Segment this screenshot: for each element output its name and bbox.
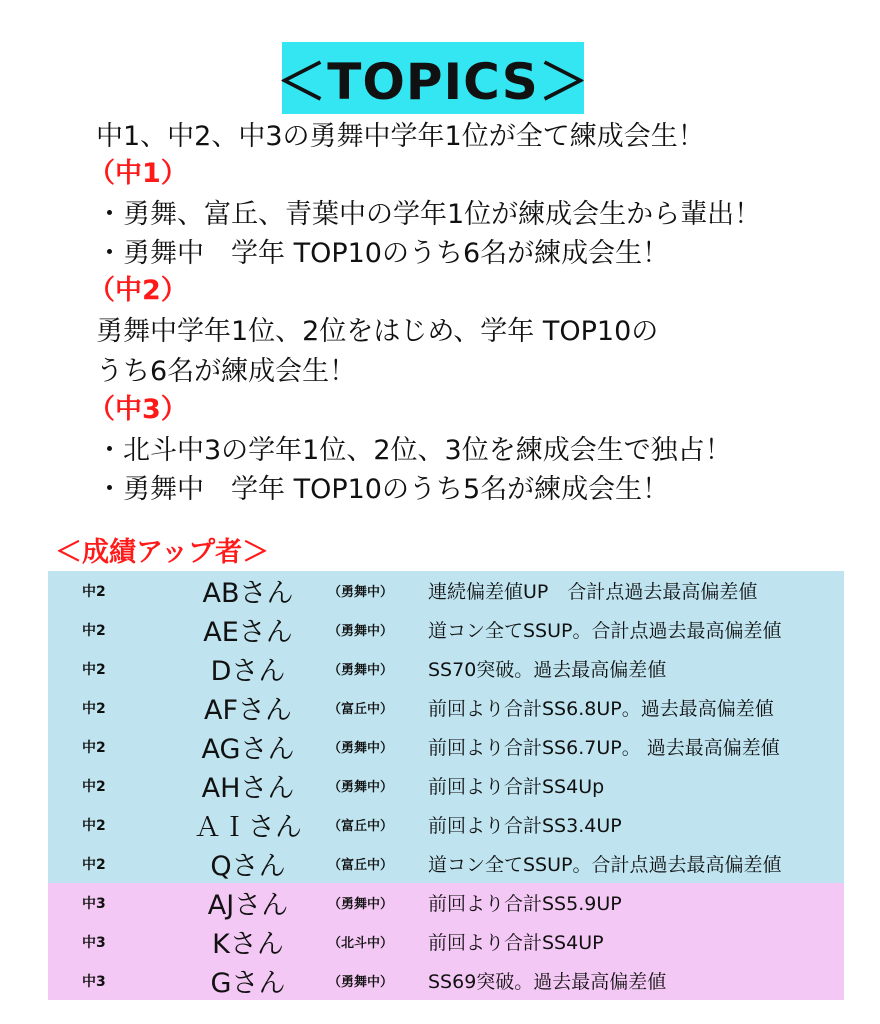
table-row — [48, 610, 844, 649]
topics-title: ＜TOPICS＞ — [276, 53, 590, 111]
note-cell: 連続偏差値UP 合計点過去最高偏差値 — [428, 581, 758, 603]
grade-cell: 中3 — [82, 934, 106, 951]
grade3-heading: （中3） — [88, 394, 188, 425]
school-cell: （勇舞中） — [328, 663, 394, 678]
grade-cell: 中2 — [82, 583, 106, 600]
table-row — [48, 844, 844, 883]
table-row — [48, 571, 844, 610]
note-cell: 道コン全てSSUP。合計点過去最高偏差値 — [428, 854, 782, 876]
topic-line: 勇舞中学年1位、2位をはじめ、学年 TOP10の — [96, 316, 659, 347]
table-row — [48, 922, 844, 961]
table-row — [48, 805, 844, 844]
table-row — [48, 727, 844, 766]
improvers-table — [48, 571, 844, 1000]
school-cell: （富丘中） — [328, 702, 394, 717]
student-name: AHさん — [201, 773, 295, 804]
topic-line: うち6名が練成会生！ — [96, 356, 357, 387]
grade-cell: 中2 — [82, 622, 106, 639]
student-name: AJさん — [207, 890, 289, 921]
student-name: Gさん — [210, 968, 286, 999]
grade-cell: 中2 — [82, 778, 106, 795]
grade2-heading: （中2） — [88, 275, 188, 306]
student-name: AFさん — [203, 695, 292, 726]
student-name: Dさん — [210, 656, 286, 687]
note-cell: 前回より合計SS6.7UP。 過去最高偏差値 — [428, 737, 780, 759]
topic-line: 中1、中2、中3の勇舞中学年1位が全て練成会生！ — [96, 121, 705, 152]
note-cell: SS69突破。過去最高偏差値 — [428, 971, 667, 993]
school-cell: （勇舞中） — [328, 741, 394, 756]
grade-cell: 中2 — [82, 817, 106, 834]
student-name: AEさん — [203, 617, 293, 648]
student-name: ABさん — [202, 578, 294, 609]
school-cell: （勇舞中） — [328, 780, 394, 795]
topic-line: ・勇舞中 学年 TOP10のうち5名が練成会生！ — [96, 474, 670, 505]
table-row — [48, 649, 844, 688]
grade-cell: 中2 — [82, 739, 106, 756]
note-cell: SS70突破。過去最高偏差値 — [428, 659, 667, 681]
school-cell: （勇舞中） — [328, 897, 394, 912]
grade-cell: 中2 — [82, 700, 106, 717]
note-cell: 前回より合計SS6.8UP。過去最高偏差値 — [428, 698, 774, 720]
note-cell: 道コン全てSSUP。合計点過去最高偏差値 — [428, 620, 782, 642]
school-cell: （北斗中） — [328, 936, 394, 951]
table-row — [48, 688, 844, 727]
grade-cell: 中3 — [82, 895, 106, 912]
student-name: AGさん — [201, 734, 295, 765]
grade1-heading: （中1） — [88, 158, 188, 189]
student-name: Kさん — [212, 929, 284, 960]
grade-cell: 中2 — [82, 856, 106, 873]
topic-line: ・勇舞、富丘、青葉中の学年1位が練成会生から輩出！ — [96, 199, 762, 230]
topic-line: ・北斗中3の学年1位、2位、3位を練成会生で独占！ — [96, 435, 732, 466]
student-name: Qさん — [210, 851, 286, 882]
note-cell: 前回より合計SS4UP — [428, 932, 604, 954]
school-cell: （勇舞中） — [328, 585, 394, 600]
table-row — [48, 883, 844, 922]
note-cell: 前回より合計SS5.9UP — [428, 893, 622, 915]
topic-line: ・勇舞中 学年 TOP10のうち6名が練成会生！ — [96, 238, 670, 269]
grade-cell: 中2 — [82, 661, 106, 678]
school-cell: （勇舞中） — [328, 975, 394, 990]
table-row — [48, 961, 844, 1000]
student-name: ＡＩさん — [194, 812, 302, 843]
note-cell: 前回より合計SS4Up — [428, 776, 605, 798]
topics-banner — [276, 42, 590, 114]
improvers-heading: ＜成績アップ者＞ — [55, 537, 270, 568]
grade-cell: 中3 — [82, 973, 106, 990]
school-cell: （勇舞中） — [328, 624, 394, 639]
school-cell: （富丘中） — [328, 819, 394, 834]
school-cell: （富丘中） — [328, 858, 394, 873]
note-cell: 前回より合計SS3.4UP — [428, 815, 622, 837]
table-row — [48, 766, 844, 805]
